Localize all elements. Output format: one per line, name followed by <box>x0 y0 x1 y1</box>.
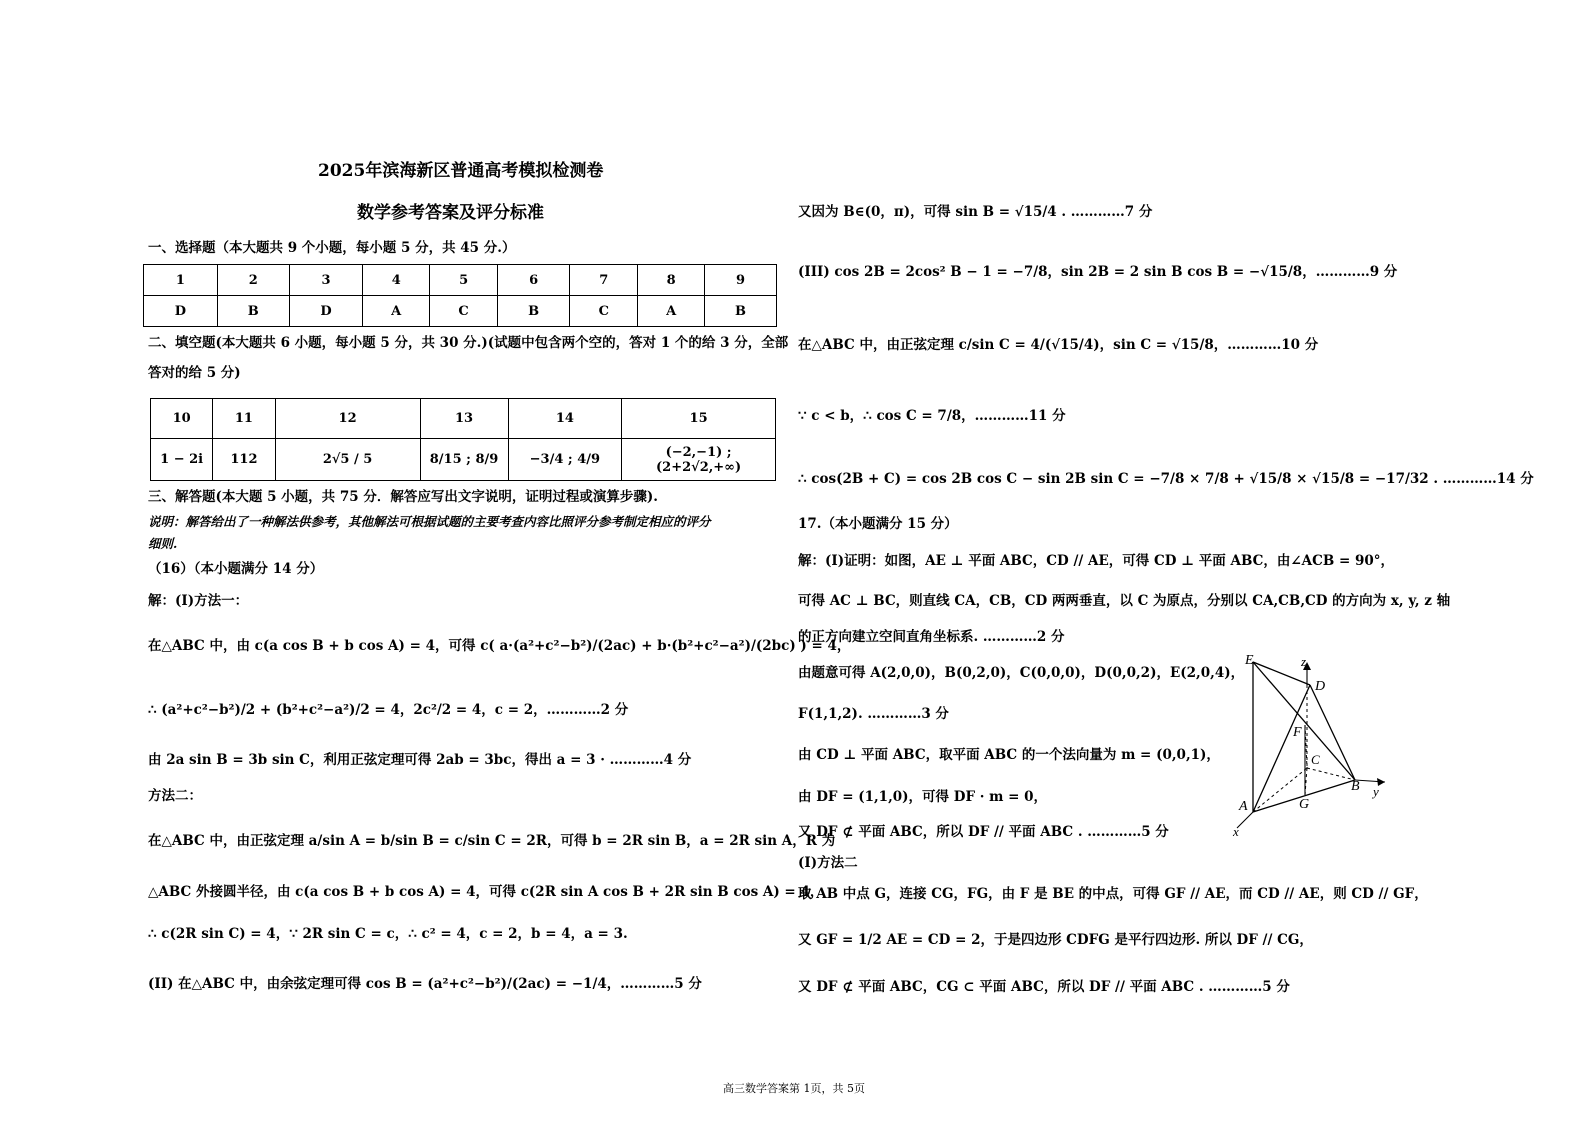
choice-answer-cell: D <box>144 296 218 327</box>
right-line: ∴ cos(2B + C) = cos 2B cos C − sin 2B sin C = −7/8 × 7/8 + √15/8 × √15/8 = −17/32 . …………14 分 <box>798 471 1534 487</box>
q16-line: 由 2a sin B = 3b sin C，利用正弦定理可得 2ab = 3bc，得出 a = 3 · …………4 分 <box>148 752 692 768</box>
fill-number-cell: 12 <box>275 399 420 439</box>
label-z: z <box>1301 654 1307 669</box>
q16-line: 解：(I)方法一： <box>148 593 249 609</box>
right-line: 由题意可得 A(2,0,0)，B(0,2,0)，C(0,0,0)，D(0,0,2)，E(2,0,4)， <box>798 665 1245 681</box>
right-line: (III) cos 2B = 2cos² B − 1 = −7/8，sin 2B = 2 sin B cos B = −√15/8，…………9 分 <box>798 264 1398 280</box>
choice-answer-cell: A <box>638 296 705 327</box>
choice-answer-cell: C <box>570 296 638 327</box>
right-line: 取 AB 中点 G，连接 CG，FG，由 F 是 BE 的中点，可得 GF // AE，而 CD // AE，则 CD // GF， <box>798 886 1428 902</box>
label-E: E <box>1245 653 1254 668</box>
right-line: 又 DF ⊄ 平面 ABC，CG ⊂ 平面 ABC，所以 DF // 平面 ABC . …………5 分 <box>798 979 1290 995</box>
label-C: C <box>1311 752 1320 767</box>
section1-heading: 一、选择题（本大题共 9 个小题，每小题 5 分，共 45 分.） <box>148 240 516 256</box>
choice-number-cell: 8 <box>638 265 705 296</box>
right-line: 可得 AC ⊥ BC，则直线 CA，CB，CD 两两垂直，以 C 为原点，分别以 CA,CB,CD 的方向为 x, y, z 轴 <box>798 593 1451 609</box>
choice-number-cell: 5 <box>430 265 498 296</box>
fill-answer-table <box>150 398 776 481</box>
fill-answer-cell: −3/4 ; 4/9 <box>508 439 622 481</box>
fill-number-cell: 14 <box>508 399 622 439</box>
q16-title: （16）（本小题满分 14 分） <box>148 561 324 577</box>
label-y: y <box>1373 784 1379 799</box>
right-line: 由 DF = (1,1,0)，可得 DF · m = 0， <box>798 789 1048 805</box>
choice-answer-table <box>143 264 777 327</box>
fill-number-cell: 15 <box>622 399 776 439</box>
right-line: 由 CD ⊥ 平面 ABC，取平面 ABC 的一个法向量为 m = (0,0,1)， <box>798 747 1220 763</box>
choice-number-cell: 9 <box>704 265 776 296</box>
choice-answer-cell: B <box>498 296 570 327</box>
right-line: 解：(I)证明：如图，AE ⊥ 平面 ABC，CD // AE，可得 CD ⊥ 平面 ABC，由∠ACB = 90°， <box>798 553 1395 569</box>
label-F: F <box>1293 725 1302 740</box>
choice-number-cell: 1 <box>144 265 218 296</box>
q16-line: 在△ABC 中，由 c(a cos B + b cos A) = 4，可得 c( a·(a²+c²−b²)/(2ac) + b·(b²+c²−a²)/(2bc) ) = 4， <box>148 638 851 654</box>
label-G: G <box>1299 797 1310 812</box>
fill-answer-cell: 112 <box>213 439 275 481</box>
page-footer: 高三数学答案第 1页，共 5页 <box>723 1082 865 1095</box>
label-A: A <box>1239 799 1248 814</box>
choice-number-cell: 6 <box>498 265 570 296</box>
right-line: 又 GF = 1/2 AE = CD = 2，于是四边形 CDFG 是平行四边形. 所以 DF // CG， <box>798 932 1313 948</box>
right-line: ∵ c < b，∴ cos C = 7/8，…………11 分 <box>798 408 1066 424</box>
right-line: 又因为 B∈(0，π)，可得 sin B = √15/4 . …………7 分 <box>798 204 1153 220</box>
spatial-coordinate-figure <box>1225 650 1425 840</box>
page-subtitle: 数学参考答案及评分标准 <box>357 203 544 223</box>
fill-answer-cell: 1 − 2i <box>151 439 213 481</box>
right-line: 在△ABC 中，由正弦定理 c/sin C = 4/(√15/4)，sin C = √15/8，…………10 分 <box>798 337 1319 353</box>
scoring-note-line1: 说明：解答给出了一种解法供参考，其他解法可根据试题的主要考查内容比照评分参考制定相应的评分 <box>148 514 711 529</box>
choice-answer-cell: C <box>430 296 498 327</box>
q16-line: ∴ c(2R sin C) = 4，∵ 2R sin C = c，∴ c² = 4，c = 2，b = 4，a = 3. <box>148 926 628 942</box>
choice-answer-cell: B <box>217 296 289 327</box>
q16-line: △ABC 外接圆半径，由 c(a cos B + b cos A) = 4，可得 c(2R sin A cos B + 2R sin B cos A) = 4， <box>148 884 824 900</box>
right-line: 17.（本小题满分 15 分） <box>798 516 958 532</box>
section2-heading-line2: 答对的给 5 分) <box>148 365 241 381</box>
label-B: B <box>1351 779 1360 794</box>
choice-answer-cell: B <box>704 296 776 327</box>
fill-number-cell: 13 <box>420 399 508 439</box>
right-line: 又 DF ⊄ 平面 ABC，所以 DF // 平面 ABC . …………5 分 <box>798 824 1169 840</box>
fill-answer-cell: 8/15 ; 8/9 <box>420 439 508 481</box>
right-line: F(1,1,2). …………3 分 <box>798 706 949 722</box>
fill-number-cell: 11 <box>213 399 275 439</box>
scoring-note-line2: 细则. <box>148 536 178 551</box>
section2-heading-line1: 二、填空题(本大题共 6 小题，每小题 5 分，共 30 分.)(试题中包含两个空的，答对 1 个的给 3 分，全部 <box>148 335 789 351</box>
fill-answer-cell: 2√5 / 5 <box>275 439 420 481</box>
choice-answer-cell: A <box>363 296 430 327</box>
choice-number-cell: 2 <box>217 265 289 296</box>
section3-heading: 三、解答题(本大题 5 小题，共 75 分．解答应写出文字说明，证明过程或演算步骤). <box>148 489 658 505</box>
q16-line: ∴ (a²+c²−b²)/2 + (b²+c²−a²)/2 = 4，2c²/2 = 4，c = 2，…………2 分 <box>148 702 629 718</box>
fill-answer-cell: (−2,−1) ; (2+2√2,+∞) <box>622 439 776 481</box>
q16-line: (II) 在△ABC 中，由余弦定理可得 cos B = (a²+c²−b²)/(2ac) = −1/4，…………5 分 <box>148 976 702 992</box>
q16-line: 在△ABC 中，由正弦定理 a/sin A = b/sin B = c/sin C = 2R，可得 b = 2R sin B，a = 2R sin A，R 为 <box>148 833 836 849</box>
fill-number-cell: 10 <box>151 399 213 439</box>
q16-line: 方法二： <box>148 788 202 804</box>
choice-number-cell: 4 <box>363 265 430 296</box>
choice-number-cell: 7 <box>570 265 638 296</box>
choice-number-cell: 3 <box>289 265 363 296</box>
right-line: 的正方向建立空间直角坐标系. …………2 分 <box>798 629 1065 645</box>
right-line: (I)方法二 <box>798 855 858 871</box>
choice-answer-cell: D <box>289 296 363 327</box>
label-D: D <box>1315 679 1326 694</box>
page-title: 2025年滨海新区普通高考模拟检测卷 <box>318 161 604 181</box>
label-x: x <box>1233 824 1239 839</box>
